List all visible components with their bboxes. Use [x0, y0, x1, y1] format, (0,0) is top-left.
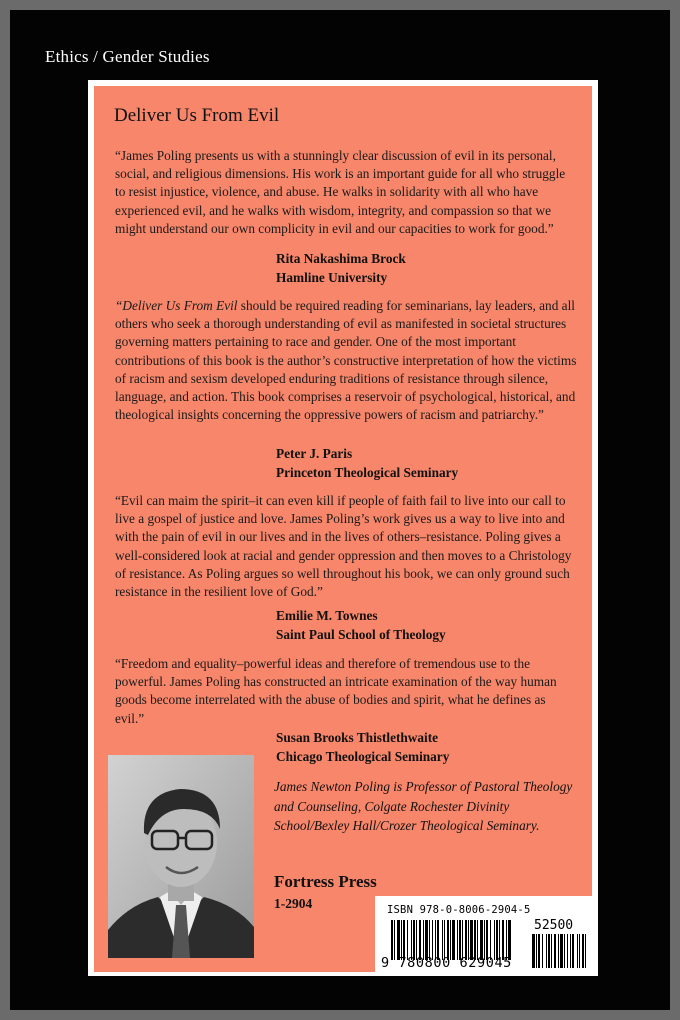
author-photo — [108, 755, 254, 958]
price-barcode-bar — [585, 934, 586, 968]
barcode-bar — [423, 920, 424, 960]
price-barcode-bar — [532, 934, 535, 968]
barcode-bar — [397, 920, 400, 960]
reviewer-name: Emilie M. Townes — [276, 608, 378, 623]
barcode-bar — [435, 920, 436, 960]
price-barcode-bar — [560, 934, 563, 968]
price-barcode-bar — [572, 934, 574, 968]
barcode-bar — [477, 920, 478, 960]
review-quote: “Evil can maim the spirit–it can even kill if people of faith fail to live into our call to live a gospel of justice and love. James Poling’s work gives us a way to live into and with the pain of evil in our lives and in the lives of others–resistance. Poling gives a well-considered look at racial and gender oppression and then moves to a Christology of resistance. As Poling argues so well throughout his book, we can only ground such resistance in the resilient love of God.” — [115, 493, 572, 600]
price-barcode-bar — [558, 934, 559, 968]
barcode-bar — [442, 920, 443, 960]
book-title: Deliver Us From Evil — [114, 105, 280, 126]
reviewer-name: Peter J. Paris — [276, 446, 353, 461]
category-label: Ethics / Gender Studies — [45, 47, 210, 66]
barcode-bar — [457, 920, 458, 960]
barcode-bar — [450, 920, 451, 960]
reviewer-name: Susan Brooks Thistlethwaite — [276, 730, 439, 745]
barcode-bar — [459, 920, 461, 960]
price-barcode-bar — [538, 934, 540, 968]
price-barcode-bar — [582, 934, 584, 968]
barcode-bar — [432, 920, 433, 960]
price-barcode-bar — [548, 934, 550, 968]
review-attribution — [276, 729, 449, 766]
barcode-bar — [394, 920, 395, 960]
barcode-bar — [474, 920, 476, 960]
barcode-bar — [470, 920, 473, 960]
price-barcode-bar — [577, 934, 578, 968]
barcode-bar — [508, 920, 511, 960]
barcode-bar — [403, 920, 405, 960]
barcode-bar — [437, 920, 439, 960]
barcode-bar — [499, 920, 500, 960]
review-attribution — [276, 445, 458, 482]
author-bio: James Newton Poling is Professor of Pastoral Theology and Counseling, Colgate Rochester Divinity School/Bexley Hall/Crozer Theological Seminary. — [274, 779, 573, 833]
isbn-text: ISBN 978-0-8006-2904-5 — [387, 904, 531, 916]
barcode-bar — [401, 920, 402, 960]
barcode-bar — [413, 920, 415, 960]
barcode-bar — [429, 920, 430, 960]
review-quote: “James Poling presents us with a stunningly clear discussion of evil in its personal, social, and religious dimensions. His work is an important guide for all who struggle to resist injustice, violence, and abuse. He walks in solidarity with all who have experienced evil, and he walks with wisdom, integrity, and compassion so that we might understand our own complicity in evil and our capacities to work for good.” — [115, 148, 566, 236]
barcode-bar — [494, 920, 495, 960]
author-portrait-icon — [108, 755, 254, 958]
review-quote: “Freedom and equality–powerful ideas and therefore of tremendous use to the powerful. James Poling has constructed an intricate examination of the way human goods become interrelated with the abuse of bodies and spirit, what he defines as evil.” — [115, 656, 557, 726]
barcode-bar — [452, 920, 455, 960]
barcode-bar — [419, 920, 421, 960]
price-barcode-bar — [564, 934, 565, 968]
reviewer-affiliation: Princeton Theological Seminary — [276, 464, 459, 480]
barcode-bar — [490, 920, 491, 960]
quoted-book-title: “Deliver Us From Evil — [115, 298, 238, 313]
barcode-bar — [416, 920, 417, 960]
barcode-bar — [496, 920, 498, 960]
barcode-bar — [444, 920, 445, 960]
price-barcode-bar — [567, 934, 568, 968]
barcode-bar — [425, 920, 428, 960]
barcode-bar — [407, 920, 408, 960]
publisher-name: Fortress Press — [274, 872, 377, 891]
price-code: 52500 — [534, 918, 574, 933]
reviewer-affiliation: Hamline University — [276, 269, 388, 285]
price-barcode-bar — [536, 934, 537, 968]
barcode-bar — [411, 920, 412, 960]
barcode-bar — [506, 920, 507, 960]
price-barcode-bar — [546, 934, 547, 968]
price-barcode-bar — [551, 934, 552, 968]
barcode-bar — [391, 920, 393, 960]
price-barcode-bar — [542, 934, 543, 968]
catalog-number: 1-2904 — [274, 896, 313, 911]
barcode-bar — [484, 920, 485, 960]
barcode-bar — [462, 920, 463, 960]
reviewer-affiliation: Chicago Theological Seminary — [276, 748, 450, 764]
price-barcode-bar — [570, 934, 571, 968]
barcode-bar — [447, 920, 449, 960]
ean-digits: 9 780800 629045 — [381, 955, 512, 971]
barcode-bar — [486, 920, 488, 960]
price-barcode-bar — [579, 934, 580, 968]
barcode-bar — [480, 920, 483, 960]
review-quote: “Deliver Us From Evil should be required reading for seminarians, lay leaders, and all others who seek a thorough understanding of evil as manifested in societal structures governing matters pertaining to race and gender. One of the most important contributions of this book is the author’s constructive interpretation of how the victims of racism and sexism developed enduring traditions of resistance through silence, language, and action. This book comprises a reservoir of psychological, historical, and theological insights concerning the oppressive powers of racism and patriarchy.” — [115, 298, 577, 423]
review-attribution — [276, 250, 406, 287]
price-barcode-bar — [554, 934, 556, 968]
barcode-bar — [502, 920, 504, 960]
barcode-bar — [468, 920, 469, 960]
barcode-bar — [465, 920, 467, 960]
reviewer-name: Rita Nakashima Brock — [276, 251, 406, 266]
review-attribution — [276, 607, 446, 644]
reviewer-affiliation: Saint Paul School of Theology — [276, 626, 446, 642]
